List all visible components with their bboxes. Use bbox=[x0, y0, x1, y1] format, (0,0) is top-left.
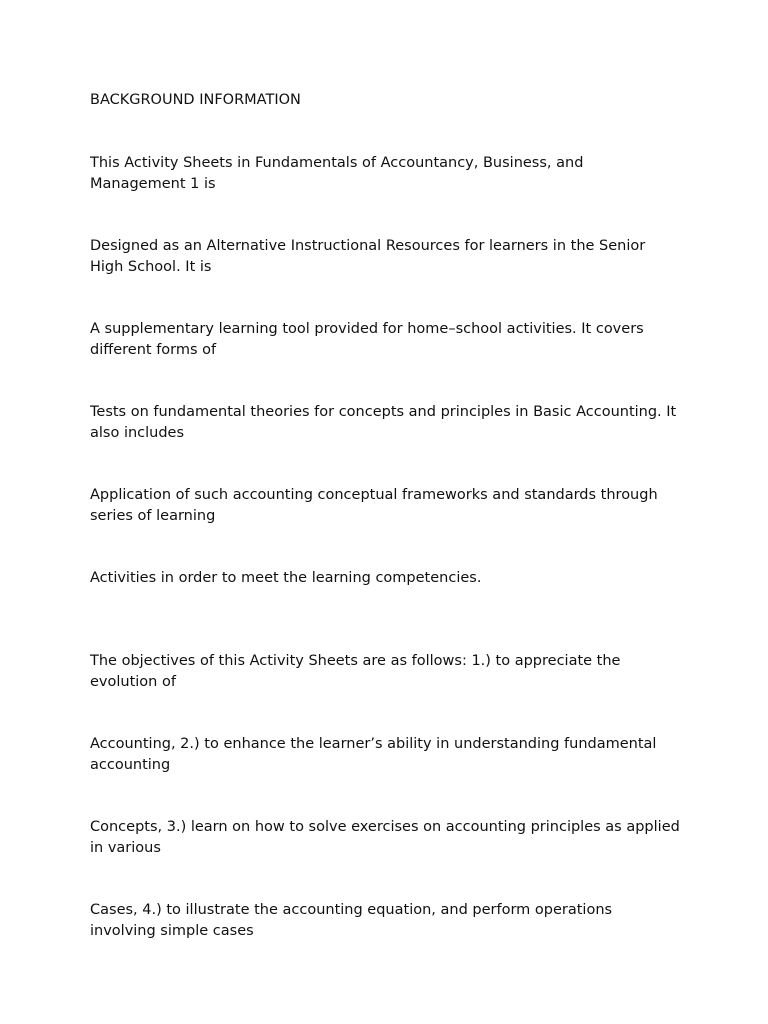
document-page bbox=[90, 90, 680, 942]
paragraph-5: Application of such accounting conceptual frameworks and standards through series of learning bbox=[90, 487, 658, 524]
paragraph-8: Accounting, 2.) to enhance the learner’s ability in understanding fundamental accounting bbox=[90, 736, 657, 773]
paragraph-2: Designed as an Alternative Instructional Resources for learners in the Senior High School. It is bbox=[90, 238, 646, 275]
paragraph-10: Cases, 4.) to illustrate the accounting equation, and perform operations involving simple cases bbox=[90, 902, 613, 939]
paragraph-7: The objectives of this Activity Sheets are as follows: 1.) to appreciate the evolution of bbox=[90, 653, 621, 690]
paragraph-9: Concepts, 3.) learn on how to solve exercises on accounting principles as applied in various bbox=[90, 819, 680, 856]
paragraph-3: A supplementary learning tool provided for home–school activities. It covers different forms of bbox=[90, 321, 644, 358]
paragraph-6: Activities in order to meet the learning competencies. bbox=[90, 570, 482, 586]
paragraph-1: This Activity Sheets in Fundamentals of Accountancy, Business, and Management 1 is bbox=[90, 155, 584, 192]
document-heading: BACKGROUND INFORMATION bbox=[90, 92, 301, 108]
paragraph-4: Tests on fundamental theories for concepts and principles in Basic Accounting. It also includes bbox=[90, 404, 677, 441]
